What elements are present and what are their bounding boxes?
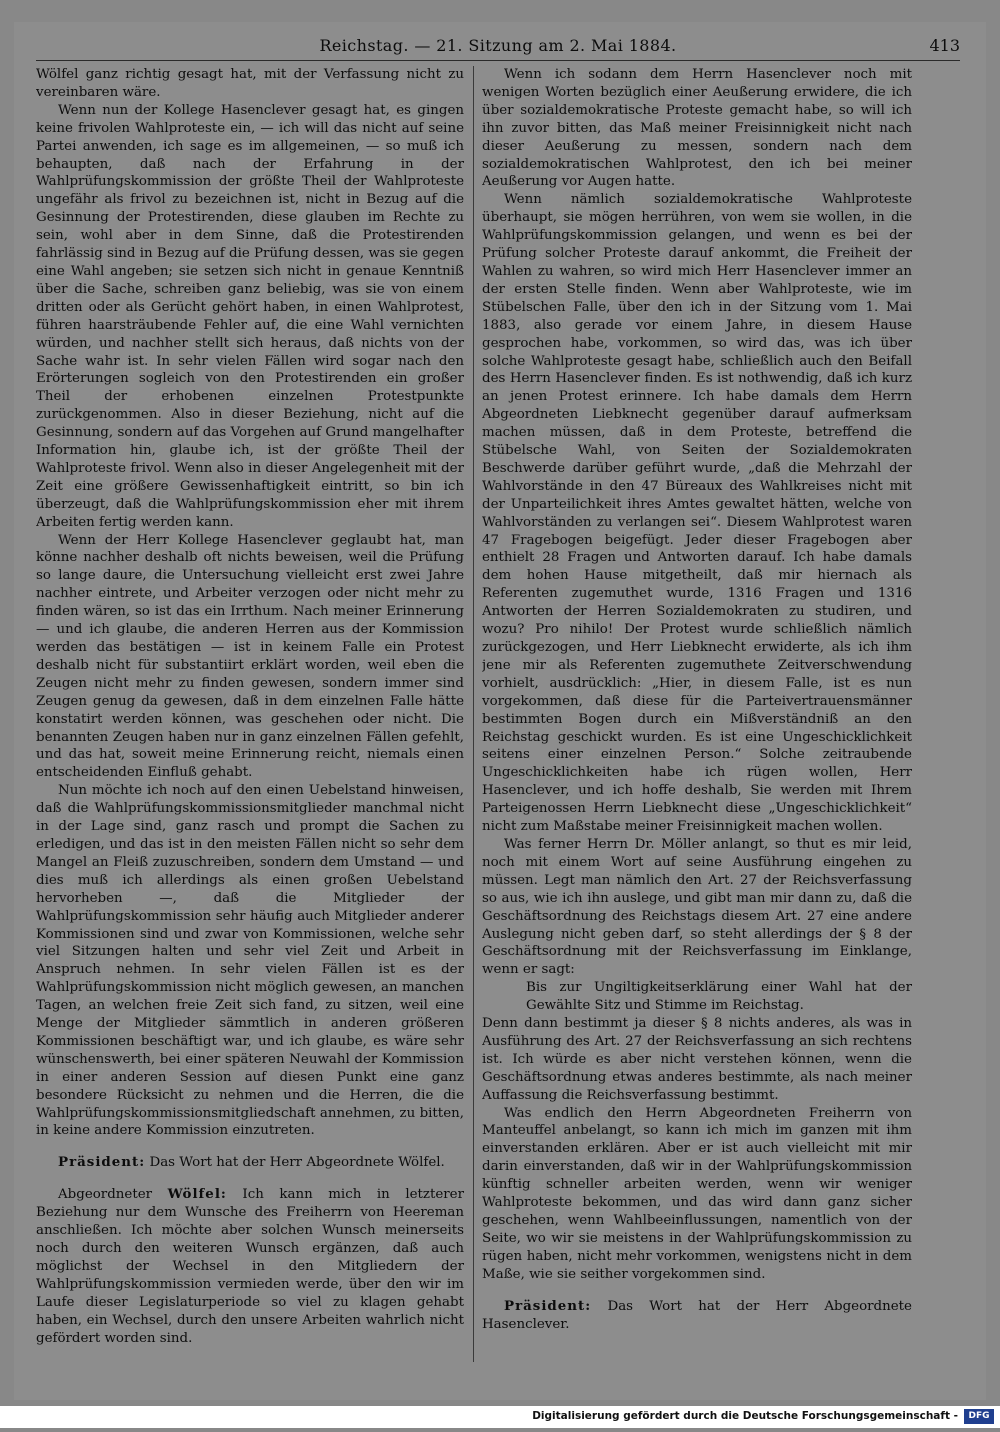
- paragraph: Denn dann bestimmt ja dieser § 8 nichts anderes, als was in Ausführung des Art. 27 der Reichsverfassung an sich rechtens ist. Ich würde es aber nicht verstehen können, wenn die Geschäftsordnung etwas anderes bestimmte, als nach meiner Auffassung die Reichsverfassung bestimmt.: [482, 1016, 912, 1103]
- speaker-label: Präsident:: [504, 1297, 592, 1314]
- running-header: [36, 34, 960, 61]
- page-number: 413: [929, 36, 960, 55]
- header-title: Reichstag. — 21. Sitzung am 2. Mai 1884.: [319, 36, 677, 55]
- left-column: [36, 66, 464, 1362]
- paragraph: Wenn nun der Kollege Hasenclever gesagt hat, es gingen keine frivolen Wahlproteste ein, — ich will das nicht auf seine Partei anwenden, ich sage es im allgemeinen, — so muß ich behaupten, daß nach der Erfahrung in der Wahlprüfungskommission der größte Theil der Wahlproteste ungefähr als frivol zu bezeichnen ist, nicht in Bezug auf die Gesinnung der Protestirenden, diese glauben im Rechte zu sein, wohl aber in dem Sinne, daß die Protestirenden fahrlässig sind in Bezug auf die Prüfung dessen, was sie gegen eine Wahl angeben; sie setzen sich nicht in genaue Kenntniß über die Sache, schreiben ganz beliebig, was sie von einem dritten oder als Gerücht gehört haben, in einen Wahlprotest, führen haarsträubende Fehler auf, die eine Wahl vernichten würden, und nachher stellt sich heraus, daß nichts von der Sache wahr ist. In sehr vielen Fällen wird sogar nach den Erörterungen sogleich von den Protestirenden ein großer Theil der erhobenen einzelnen Protestpunkte zurückgenommen. Also in dieser Beziehung, nicht auf die Gesinnung, sondern auf das Vorgehen auf Grund mangelhafter Information hin, glaube ich, ist der größte Theil der Wahlproteste frivol. Wenn also in dieser Angelegenheit mit der Zeit eine größere Gewissenhaftigkeit eintritt, so bin ich überzeugt, daß die Wahlprüfungskommission eher mit ihrem Arbeiten fertig werden kann.: [36, 102, 464, 530]
- paragraph: Was endlich den Herrn Abgeordneten Freiherrn von Manteuffel anbelangt, so kann ich mich im ganzen mit ihm einverstanden erklären. Aber er ist auch vielleicht mit mir darin einverstanden, daß wir in der Wahlprüfungskommission künftig schneller arbeiten werden, wenn wir weniger Wahlproteste bekommen, und das wird dann ganz sicher geschehen, wenn Wahlbeeinflussungen, namentlich von der Seite, wo wir sie meistens in der Wahlprüfungskommission zu rügen haben, nicht mehr vorkommen, wenigstens nicht in dem Maße, wie sie seither vorgekommen sind.: [482, 1105, 912, 1282]
- paragraph: Wenn nämlich sozialdemokratische Wahlproteste überhaupt, sie mögen herrühren, von wem sie wollen, in die Wahlprüfungskommission gelangen, und wenn es bei der Prüfung solcher Proteste darauf ankommt, die Freiheit der Wahlen zu wahren, so wird mich Herr Hasenclever immer an der ersten Stelle finden. Wenn aber Wahlproteste, wie im Stübelschen Falle, über den ich in der Sitzung vom 1. Mai 1883, also gerade vor einem Jahre, in diesem Hause gesprochen habe, vorkommen, so wird das, was ich über solche Wahlproteste gesagt habe, schließlich auch den Beifall des Herrn Hasenclever finden. Es ist nothwendig, daß ich kurz an jenen Protest erinnere. Ich habe damals dem Herrn Abgeordneten Liebknecht gegenüber darauf aufmerksam machen müssen, daß in dem Proteste, betreffend die Stübelsche Wahl, von Seiten der Sozialdemokraten Beschwerde darüber geführt wurde, „daß die Mehrzahl der Wahlvorstände in den 47 Büreaux des Wahlkreises nicht mit der Unparteilichkeit ihres Amtes gewaltet hätten, welche von Wahlvorständen zu verlangen sei“. Diesem Wahlprotest waren 47 Fragebogen beigefügt. Jeder dieser Fragebogen aber enthielt 28 Fragen und Antworten darauf. Ich habe damals dem hohen Hause mitgetheilt, daß mir hiernach als Referenten zugemuthet wurde, 1316 Fragen und 1316 Antworten der Herren Sozialdemokraten zu studiren, und wozu? Pro nihilo! Der Protest wurde schließlich nämlich zurückgezogen, und Herr Liebknecht erwiderte, als ich ihm jene mir als Referenten zugemuthete Zeitverschwendung vorhielt, ausdrücklich: „Hier, in diesem Falle, ist es nun vorgekommen, daß diese für die Parteivertrauensmänner bestimmten Bogen durch ein Mißverständniß an den Reichstag geschickt wurden. Es ist eine Ungeschicklichkeit seitens einer einzelnen Person.“ Solche zeitraubende Ungeschicklichkeiten habe ich rügen wollen, Herr Hasenclever, und ich hoffe deshalb, Sie werden mit Ihrem Parteigenossen Herrn Liebknecht diese „Ungeschicklichkeit“ nicht zum Maßstabe meiner Freisinnigkeit machen wollen.: [482, 192, 912, 835]
- speech-text: Das Wort hat der Herr Abgeordnete Wölfel.: [149, 1155, 445, 1171]
- speech-text: Ich kann mich in letzterer Beziehung nur dem Wunsche des Freiherrn von Heereman anschließen. Ich möchte aber solchen Wunsch meinerseits noch durch den weiteren Wunsch ergänzen, daß auch möglichst der Wechsel in den Mitgliedern der Wahlprüfungskommission vermieden werde, über den wir im Laufe dieser Legislaturperiode so viel zu klagen gehabt haben, ein Wechsel, durch den unsere Arbeiten wahrlich nicht gefördert worden sind.: [36, 1187, 464, 1346]
- speaker-paragraph: [482, 1298, 912, 1334]
- paragraph: Nun möchte ich noch auf den einen Uebelstand hinweisen, daß die Wahlprüfungskommissionsmitglieder manchmal nicht in der Lage sind, ganz rasch und prompt die Sachen zu erledigen, und das ist in den meisten Fällen nicht so sehr dem Mangel an Fleiß zuzuschreiben, sondern dem Umstand — und dies muß ich allerdings als einen großen Uebelstand hervorheben —, daß die Mitglieder der Wahlprüfungskommission sehr häufig auch Mitglieder anderer Kommissionen sind und zwar von Kommissionen, welche sehr viel Sitzungen halten und sehr viel Zeit und Arbeit in Anspruch nehmen. In sehr vielen Fällen ist es der Wahlprüfungskommission nicht möglich gewesen, an manchen Tagen, an welchen freie Zeit sich fand, zu sitzen, weil eine Menge der Mitglieder sämmtlich in anderen größeren Kommissionen beschäftigt war, und ich glaube, es wäre sehr wünschenswerth, bei einer späteren Neuwahl der Kommission in einer anderen Session auf diesen Punkt eine ganz besondere Rücksicht zu nehmen und die Herren, die die Wahlprüfungskommissionsmitgliedschaft annehmen, zu bitten, in keine andere Kommission einzutreten.: [36, 783, 464, 1139]
- funding-credit: Digitalisierung gefördert durch die Deutsche Forschungsgemeinschaft -: [532, 1410, 958, 1422]
- speaker-prefix: Abgeordneter: [58, 1187, 153, 1203]
- paragraph: Wenn ich sodann dem Herrn Hasenclever noch mit wenigen Worten bezüglich einer Aeußerung erwidere, die ich über sozialdemokratische Proteste gemacht habe, so will ich ihn zuvor bitten, das Maß meiner Freisinnigkeit nicht nach dieser Aeußerung zu messen, sondern nach dem sozialdemokratischen Wahlprotest, den ich bei meiner Aeußerung vor Augen hatte.: [482, 67, 912, 190]
- paragraph: Was ferner Herrn Dr. Möller anlangt, so thut es mir leid, noch mit einem Wort auf seine Ausführung eingehen zu müssen. Legt man nämlich den Art. 27 der Reichsverfassung so aus, wie ich ihn auslege, und gibt man mir dann zu, daß die Geschäftsordnung des Reichstags diesem Art. 27 eine andere Auslegung nicht geben darf, so steht allerdings der § 8 der Geschäftsordnung mit der Reichsverfassung im Einklange, wenn er sagt:: [482, 836, 912, 978]
- scanned-page: [14, 22, 986, 1400]
- speaker-paragraph: [36, 1154, 464, 1172]
- right-column: [482, 66, 912, 1362]
- quoted-rule: Bis zur Ungiltigkeitserklärung einer Wahl hat der Gewählte Sitz und Stimme im Reichstag.: [526, 980, 912, 1014]
- paragraph: Wenn der Herr Kollege Hasenclever geglaubt hat, man könne nachher deshalb oft nichts beweisen, weil die Prüfung so lange daure, die Untersuchung vielleicht erst zwei Jahre nachher eintrete, und Arbeiter verzogen oder nicht mehr zu finden wären, so ist das ein Irrthum. Nach meiner Erinnerung — und ich glaube, die anderen Herren aus der Kommission werden das bestätigen — ist in keinem Falle ein Protest deshalb nicht für substantiirt erklärt worden, weil eben die Zeugen nicht mehr zu finden gewesen, sondern immer sind Zeugen genug da gewesen, daß in dem einzelnen Falle hätte konstatirt werden können, was geschehen oder nicht. Die benannten Zeugen haben nur in ganz einzelnen Fällen gefehlt, und das hat, soweit meine Erinnerung reicht, niemals einen entscheidenden Einfluß gehabt.: [36, 532, 464, 781]
- speaker-paragraph: [36, 1186, 464, 1347]
- speaker-label: Wölfel:: [167, 1186, 227, 1203]
- speech-text: Das Wort hat der Herr Abgeordnete Hasenclever.: [482, 1298, 912, 1332]
- column-divider: [473, 66, 474, 1362]
- digitization-footer: [0, 1406, 1000, 1428]
- dfg-logo: DFG: [964, 1409, 994, 1424]
- speaker-label: Präsident:: [58, 1154, 146, 1171]
- paragraph: Wölfel ganz richtig gesagt hat, mit der Verfassung nicht zu vereinbaren wäre.: [36, 67, 464, 100]
